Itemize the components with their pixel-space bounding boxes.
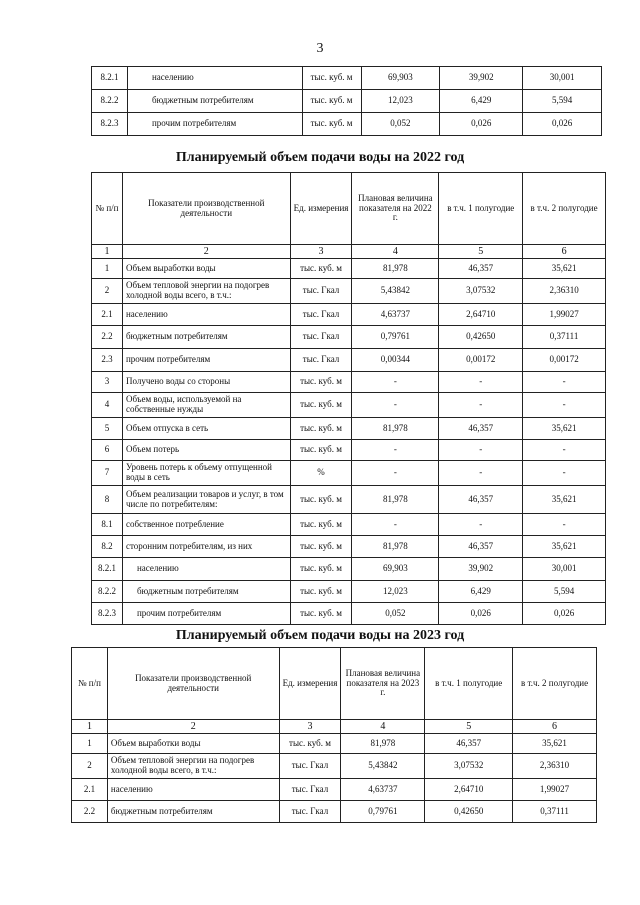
index-cell: 5 xyxy=(439,245,523,259)
row-h1: 6,429 xyxy=(440,90,523,113)
index-cell: 4 xyxy=(352,245,439,259)
row-label: Объем потерь xyxy=(122,440,290,461)
table-row xyxy=(92,279,606,304)
row-unit: тыс. Гкал xyxy=(290,349,352,372)
table-row xyxy=(92,558,606,581)
row-number: 8.2.1 xyxy=(92,67,128,90)
header-unit: Ед. измерения xyxy=(290,173,352,245)
table-row xyxy=(92,461,606,486)
row-h2: 35,621 xyxy=(513,734,597,754)
row-label: Объем отпуска в сеть xyxy=(122,418,290,440)
table-row xyxy=(92,536,606,558)
row-unit: тыс. куб. м xyxy=(279,734,341,754)
row-unit: тыс. куб. м xyxy=(290,393,352,418)
row-h2: - xyxy=(523,440,606,461)
row-number: 8.2.2 xyxy=(92,90,128,113)
table-row xyxy=(72,734,597,754)
index-cell: 1 xyxy=(92,245,123,259)
row-unit: тыс. куб. м xyxy=(290,536,352,558)
row-plan: 81,978 xyxy=(352,418,439,440)
row-plan: - xyxy=(352,440,439,461)
row-h1: 39,902 xyxy=(440,67,523,90)
row-number: 2 xyxy=(72,754,108,779)
header-h2: в т.ч. 2 полугодие xyxy=(523,173,606,245)
row-plan: 69,903 xyxy=(352,558,439,581)
row-number: 5 xyxy=(92,418,123,440)
row-plan: 0,052 xyxy=(352,603,439,625)
row-h1: 46,357 xyxy=(439,418,523,440)
header-unit: Ед. измерения xyxy=(279,648,341,720)
row-number: 8.2.3 xyxy=(92,113,128,136)
row-h2: 35,621 xyxy=(523,536,606,558)
table-row xyxy=(92,581,606,603)
row-plan: 0,052 xyxy=(361,113,440,136)
row-number: 4 xyxy=(92,393,123,418)
table-row xyxy=(92,113,602,136)
row-h1: 0,00172 xyxy=(439,349,523,372)
row-h1: - xyxy=(439,461,523,486)
header-h1: в т.ч. 1 полугодие xyxy=(439,173,523,245)
row-number: 2 xyxy=(92,279,123,304)
row-plan: - xyxy=(352,514,439,536)
table-row xyxy=(72,801,597,823)
row-plan: 4,63737 xyxy=(352,304,439,326)
row-plan: 0,00344 xyxy=(352,349,439,372)
row-unit: тыс. Гкал xyxy=(279,754,341,779)
index-cell: 5 xyxy=(425,720,513,734)
row-h1: 2,64710 xyxy=(425,779,513,801)
index-cell: 2 xyxy=(122,245,290,259)
row-h2: - xyxy=(523,372,606,393)
header-row xyxy=(92,173,606,245)
table-row xyxy=(92,372,606,393)
row-plan: 5,43842 xyxy=(352,279,439,304)
table-row xyxy=(92,67,602,90)
row-h2: 35,621 xyxy=(523,259,606,279)
row-plan: 0,79761 xyxy=(341,801,425,823)
header-h1: в т.ч. 1 полугодие xyxy=(425,648,513,720)
row-number: 8.2 xyxy=(92,536,123,558)
row-unit: тыс. Гкал xyxy=(290,279,352,304)
row-h2: - xyxy=(523,514,606,536)
table-row xyxy=(72,754,597,779)
row-unit: тыс. куб. м xyxy=(290,558,352,581)
row-h2: 35,621 xyxy=(523,486,606,514)
row-h2: - xyxy=(523,393,606,418)
row-h2: 0,37111 xyxy=(513,801,597,823)
table-2022 xyxy=(91,172,606,625)
table-row xyxy=(92,440,606,461)
row-plan: 81,978 xyxy=(341,734,425,754)
row-h2: - xyxy=(523,461,606,486)
header-row xyxy=(72,648,597,720)
row-number: 8.1 xyxy=(92,514,123,536)
row-h1: - xyxy=(439,440,523,461)
row-unit: тыс. Гкал xyxy=(279,779,341,801)
row-number: 8.2.2 xyxy=(92,581,123,603)
row-h2: 0,00172 xyxy=(523,349,606,372)
index-cell: 2 xyxy=(107,720,279,734)
header-h2: в т.ч. 2 полугодие xyxy=(513,648,597,720)
table-row xyxy=(92,393,606,418)
table-row xyxy=(92,90,602,113)
row-unit: тыс. Гкал xyxy=(279,801,341,823)
row-label: Объем тепловой энергии на подогрев холодной воды всего, в т.ч.: xyxy=(107,754,279,779)
row-h2: 35,621 xyxy=(523,418,606,440)
row-h2: 0,026 xyxy=(523,603,606,625)
row-unit: тыс. куб. м xyxy=(290,486,352,514)
row-number: 8.2.3 xyxy=(92,603,123,625)
row-number: 1 xyxy=(72,734,108,754)
row-label: Объем воды, используемой на собственные нужды xyxy=(122,393,290,418)
row-h2: 30,001 xyxy=(523,558,606,581)
row-number: 1 xyxy=(92,259,123,279)
row-number: 2.2 xyxy=(72,801,108,823)
row-h1: 0,42650 xyxy=(439,326,523,349)
row-h1: 46,357 xyxy=(425,734,513,754)
row-h1: - xyxy=(439,514,523,536)
index-row xyxy=(72,720,597,734)
row-h2: 2,36310 xyxy=(523,279,606,304)
row-unit: тыс. куб. м xyxy=(302,90,361,113)
row-number: 6 xyxy=(92,440,123,461)
page-number: 3 xyxy=(316,41,324,56)
row-h1: 46,357 xyxy=(439,259,523,279)
row-h2: 2,36310 xyxy=(513,754,597,779)
row-label: Получено воды со стороны xyxy=(122,372,290,393)
section-title-2022: Планируемый объем подачи воды на 2022 год xyxy=(175,150,465,165)
row-label: бюджетным потребителям xyxy=(127,90,302,113)
row-h1: 46,357 xyxy=(439,486,523,514)
row-unit: тыс. куб. м xyxy=(290,418,352,440)
header-name: Показатели производственной деятельности xyxy=(107,648,279,720)
row-h2: 5,594 xyxy=(523,90,602,113)
row-unit: тыс. куб. м xyxy=(290,372,352,393)
row-h1: 3,07532 xyxy=(425,754,513,779)
row-plan: 12,023 xyxy=(361,90,440,113)
row-h1: - xyxy=(439,393,523,418)
row-plan: - xyxy=(352,461,439,486)
row-plan: 4,63737 xyxy=(341,779,425,801)
row-label: прочим потребителям xyxy=(122,349,290,372)
row-number: 8.2.1 xyxy=(92,558,123,581)
row-h2: 5,594 xyxy=(523,581,606,603)
header-name: Показатели производственной деятельности xyxy=(122,173,290,245)
index-cell: 3 xyxy=(290,245,352,259)
row-number: 3 xyxy=(92,372,123,393)
row-h1: 3,07532 xyxy=(439,279,523,304)
row-label: собственное потребление xyxy=(122,514,290,536)
header-plan: Плановая величина показателя на 2023 г. xyxy=(341,648,425,720)
row-label: прочим потребителям xyxy=(122,603,290,625)
row-number: 2.1 xyxy=(92,304,123,326)
index-row xyxy=(92,245,606,259)
row-plan: - xyxy=(352,393,439,418)
row-unit: тыс. куб. м xyxy=(302,67,361,90)
row-h1: 6,429 xyxy=(439,581,523,603)
index-cell: 4 xyxy=(341,720,425,734)
row-h1: - xyxy=(439,372,523,393)
table-row xyxy=(92,418,606,440)
row-label: Объем тепловой энергии на подогрев холодной воды всего, в т.ч.: xyxy=(122,279,290,304)
row-number: 8 xyxy=(92,486,123,514)
row-unit: тыс. куб. м xyxy=(290,603,352,625)
row-number: 2.1 xyxy=(72,779,108,801)
row-label: бюджетным потребителям xyxy=(122,326,290,349)
row-unit: тыс. Гкал xyxy=(290,304,352,326)
row-label: Уровень потерь к объему отпущенной воды в сеть xyxy=(122,461,290,486)
row-label: сторонним потребителям, из них xyxy=(122,536,290,558)
row-h1: 39,902 xyxy=(439,558,523,581)
table-row xyxy=(92,304,606,326)
table-row xyxy=(92,486,606,514)
row-label: Объем выработки воды xyxy=(122,259,290,279)
row-unit: тыс. куб. м xyxy=(290,259,352,279)
row-h2: 0,37111 xyxy=(523,326,606,349)
row-plan: 69,903 xyxy=(361,67,440,90)
header-no: № п/п xyxy=(72,648,108,720)
header-no: № п/п xyxy=(92,173,123,245)
table-row xyxy=(92,349,606,372)
row-label: населению xyxy=(122,558,290,581)
row-unit: тыс. куб. м xyxy=(290,581,352,603)
row-h2: 1,99027 xyxy=(513,779,597,801)
table-row xyxy=(92,603,606,625)
index-cell: 3 xyxy=(279,720,341,734)
row-plan: 12,023 xyxy=(352,581,439,603)
table-row xyxy=(92,259,606,279)
row-label: бюджетным потребителям xyxy=(122,581,290,603)
row-label: Объем реализации товаров и услуг, в том числе по потребителям: xyxy=(122,486,290,514)
row-plan: 0,79761 xyxy=(352,326,439,349)
row-h1: 0,42650 xyxy=(425,801,513,823)
section-title-2023: Планируемый объем подачи воды на 2023 год xyxy=(175,628,465,643)
row-h1: 46,357 xyxy=(439,536,523,558)
row-h2: 1,99027 xyxy=(523,304,606,326)
row-h2: 30,001 xyxy=(523,67,602,90)
row-plan: 5,43842 xyxy=(341,754,425,779)
row-plan: 81,978 xyxy=(352,486,439,514)
row-number: 2.3 xyxy=(92,349,123,372)
row-label: бюджетным потребителям xyxy=(107,801,279,823)
row-plan: 81,978 xyxy=(352,536,439,558)
row-unit: тыс. куб. м xyxy=(290,440,352,461)
table-row xyxy=(92,326,606,349)
top-table xyxy=(91,66,602,136)
table-row xyxy=(92,514,606,536)
row-h1: 0,026 xyxy=(439,603,523,625)
index-cell: 6 xyxy=(523,245,606,259)
row-h1: 0,026 xyxy=(440,113,523,136)
row-label: прочим потребителям xyxy=(127,113,302,136)
row-label: населению xyxy=(127,67,302,90)
row-number: 7 xyxy=(92,461,123,486)
row-unit: тыс. куб. м xyxy=(302,113,361,136)
table-2023 xyxy=(71,647,597,823)
row-plan: 81,978 xyxy=(352,259,439,279)
row-label: населению xyxy=(122,304,290,326)
row-label: населению xyxy=(107,779,279,801)
table-row xyxy=(72,779,597,801)
row-plan: - xyxy=(352,372,439,393)
row-number: 2.2 xyxy=(92,326,123,349)
row-label: Объем выработки воды xyxy=(107,734,279,754)
row-unit: % xyxy=(290,461,352,486)
row-h1: 2,64710 xyxy=(439,304,523,326)
index-cell: 1 xyxy=(72,720,108,734)
row-h2: 0,026 xyxy=(523,113,602,136)
row-unit: тыс. Гкал xyxy=(290,326,352,349)
index-cell: 6 xyxy=(513,720,597,734)
header-plan: Плановая величина показателя на 2022 г. xyxy=(352,173,439,245)
row-unit: тыс. куб. м xyxy=(290,514,352,536)
